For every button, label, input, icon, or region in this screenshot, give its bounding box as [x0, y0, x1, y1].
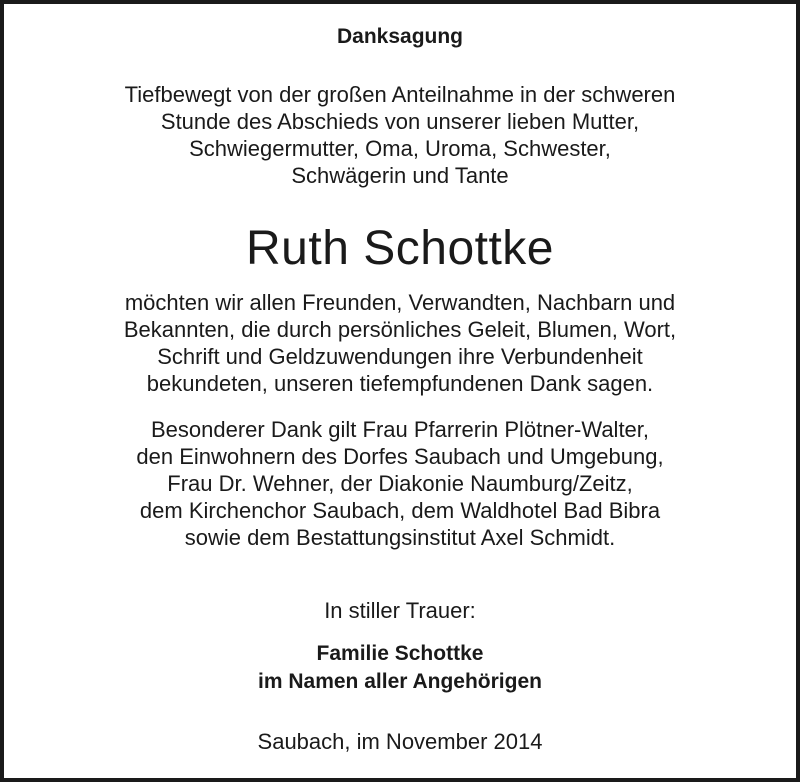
notice-title: Danksagung: [336, 25, 464, 48]
family-name: Familie Schottke: [316, 642, 484, 665]
special-thanks-line: dem Kirchenchor Saubach, dem Waldhotel Bad Bibra: [139, 498, 661, 523]
special-thanks-line: den Einwohnern des Dorfes Saubach und Umgebung,: [136, 444, 664, 469]
thanks-line: bekundeten, unseren tiefempfundenen Dank sagen.: [146, 371, 654, 396]
intro-line: Schwägerin und Tante: [291, 163, 509, 188]
thanks-line: Schrift und Geldzuwendungen ihre Verbundenheit: [157, 344, 643, 369]
place-date: Saubach, im November 2014: [257, 729, 543, 754]
deceased-name: Ruth Schottke: [246, 222, 554, 275]
intro-line: Stunde des Abschieds von unserer lieben Mutter,: [160, 109, 640, 134]
mourning-label: In stiller Trauer:: [324, 598, 476, 623]
intro-line: Schwiegermutter, Oma, Uroma, Schwester,: [189, 136, 611, 161]
family-relatives: im Namen aller Angehörigen: [258, 670, 542, 693]
thanks-paragraph: [4, 289, 796, 397]
thanks-line: möchten wir allen Freunden, Verwandten, Nachbarn und: [124, 290, 676, 315]
intro-paragraph: [4, 81, 796, 189]
thanks-line: Bekannten, die durch persönliches Geleit, Blumen, Wort,: [123, 317, 677, 342]
special-thanks-line: Besonderer Dank gilt Frau Pfarrerin Plötner-Walter,: [150, 417, 650, 442]
special-thanks-line: Frau Dr. Wehner, der Diakonie Naumburg/Zeitz,: [167, 471, 633, 496]
intro-line: Tiefbewegt von der großen Anteilnahme in der schweren: [124, 82, 676, 107]
family-signature: [4, 640, 796, 696]
special-thanks-paragraph: [4, 416, 796, 551]
special-thanks-line: sowie dem Bestattungsinstitut Axel Schmidt.: [184, 525, 616, 550]
